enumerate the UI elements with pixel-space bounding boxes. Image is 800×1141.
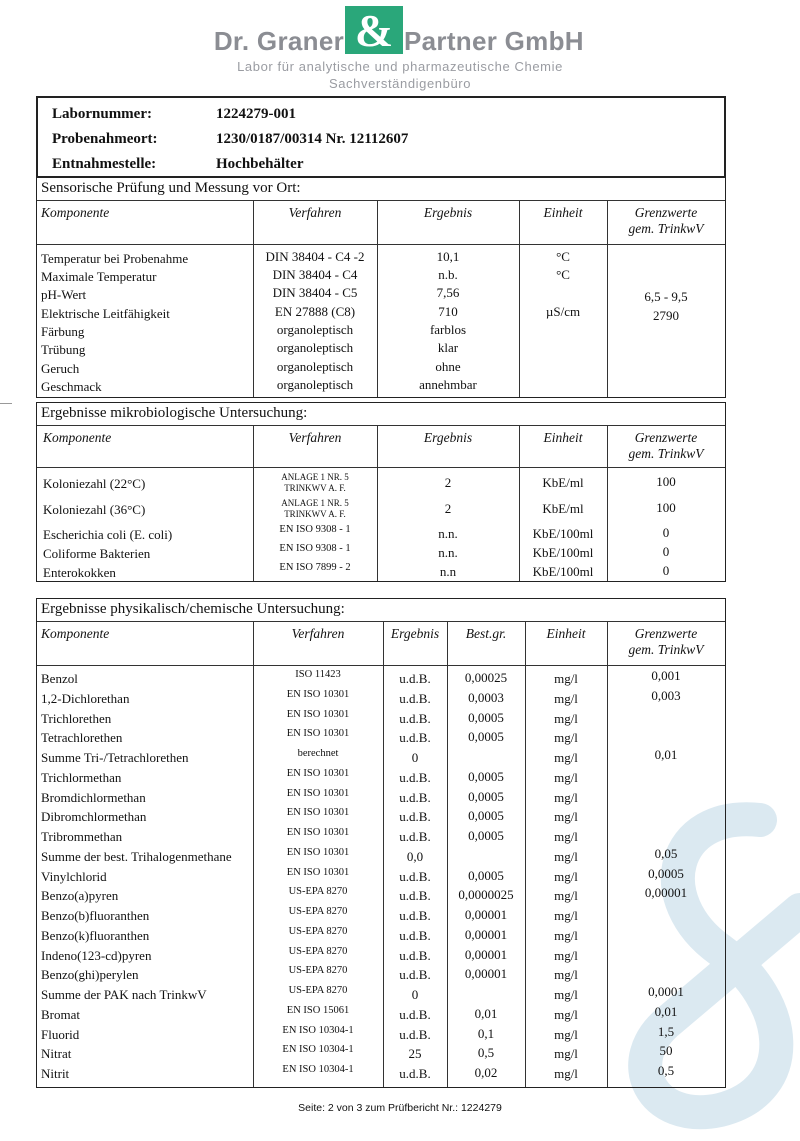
cell-bestgr: 0,0000025 bbox=[458, 887, 514, 902]
letterhead bbox=[0, 6, 800, 96]
cell-bestgr: 0,0005 bbox=[468, 729, 504, 744]
column-header: Best.gr. bbox=[465, 626, 507, 641]
cell-grenzwert: 0,003 bbox=[651, 688, 681, 703]
cell-einheit: mg/l bbox=[554, 1066, 578, 1081]
cell-grenzwert: 0,00001 bbox=[644, 885, 688, 900]
cell-komponente: Nitrit bbox=[41, 1066, 70, 1081]
cell-ergebnis: klar bbox=[437, 340, 459, 355]
cell-verfahren: EN ISO 10301 bbox=[286, 827, 350, 838]
microbiology-table bbox=[36, 402, 726, 582]
section-title: Ergebnisse physikalisch/chemische Untersuchung: bbox=[41, 601, 345, 617]
cell-komponente: Geschmack bbox=[41, 379, 102, 394]
cell-ergebnis: u.d.B. bbox=[399, 928, 431, 943]
cell-komponente: Summe der best. Trihalogenmethane bbox=[41, 849, 232, 864]
cell-grenzwert: 1,5 bbox=[657, 1024, 675, 1039]
company-name-left: Dr. Graner bbox=[213, 26, 344, 56]
cell-einheit: mg/l bbox=[554, 987, 578, 1002]
cell-ergebnis: 2 bbox=[444, 501, 452, 516]
cell-einheit: mg/l bbox=[554, 869, 578, 884]
cell-grenzwert: 0,01 bbox=[654, 747, 678, 762]
cell-ergebnis: u.d.B. bbox=[399, 770, 431, 785]
cell-ergebnis: n.n. bbox=[438, 526, 458, 541]
cell-verfahren: US-EPA 8270 bbox=[288, 886, 348, 897]
divider bbox=[37, 425, 725, 426]
cell-bestgr: 0,0005 bbox=[468, 868, 504, 883]
cell-komponente: Fluorid bbox=[41, 1027, 80, 1042]
cell-verfahren: EN 27888 (C8) bbox=[274, 304, 356, 319]
page-footer: Seite: 2 von 3 zum Prüfbericht Nr.: 1224279 bbox=[298, 1102, 502, 1114]
cell-komponente: Escherichia coli (E. coli) bbox=[43, 527, 173, 542]
cell-ergebnis: 0 bbox=[411, 750, 419, 765]
cell-verfahren: EN ISO 10301 bbox=[286, 847, 350, 858]
cell-einheit: mg/l bbox=[554, 1027, 578, 1042]
cell-verfahren: TRINKWV A. F. bbox=[284, 509, 346, 519]
column-header: Komponente bbox=[41, 626, 110, 641]
cell-bestgr: 0,00025 bbox=[464, 670, 508, 685]
cell-komponente: Benzo(a)pyren bbox=[41, 888, 119, 903]
cell-einheit: mg/l bbox=[554, 770, 578, 785]
cell-grenzwert: 0,05 bbox=[654, 846, 678, 861]
cell-einheit: mg/l bbox=[554, 671, 578, 686]
cell-einheit: KbE/ml bbox=[542, 475, 584, 490]
cell-grenzwert: 0,001 bbox=[651, 668, 681, 683]
cell-einheit: mg/l bbox=[554, 750, 578, 765]
cell-komponente: 1,2-Dichlorethan bbox=[41, 691, 130, 706]
cell-ergebnis: farblos bbox=[429, 322, 467, 337]
cell-ergebnis: u.d.B. bbox=[399, 730, 431, 745]
cell-bestgr: 0,0005 bbox=[468, 769, 504, 784]
cell-komponente: Indeno(123-cd)pyren bbox=[41, 948, 152, 963]
column-header: Verfahren bbox=[288, 430, 342, 445]
divider bbox=[37, 200, 725, 201]
cell-grenzwert: 0,01 bbox=[654, 1004, 678, 1019]
cell-einheit: mg/l bbox=[554, 888, 578, 903]
column-header-line: Grenzwerte bbox=[634, 626, 698, 641]
cell-verfahren: EN ISO 10304-1 bbox=[282, 1044, 354, 1055]
cell-verfahren: DIN 38404 - C5 bbox=[272, 285, 358, 300]
section-title: Sensorische Prüfung und Messung vor Ort: bbox=[41, 180, 301, 196]
info-label: Entnahmestelle: bbox=[52, 156, 157, 172]
cell-verfahren: US-EPA 8270 bbox=[288, 946, 348, 957]
info-label: Probenahmeort: bbox=[52, 131, 158, 147]
cell-verfahren: EN ISO 7899 - 2 bbox=[279, 562, 351, 573]
cell-ergebnis: u.d.B. bbox=[399, 869, 431, 884]
cell-komponente: Trichlormethan bbox=[41, 770, 122, 785]
cell-verfahren: EN ISO 10301 bbox=[286, 768, 350, 779]
cell-einheit: KbE/100ml bbox=[532, 526, 594, 541]
cell-verfahren: EN ISO 15061 bbox=[286, 1005, 350, 1016]
cell-komponente: Koloniezahl (22°C) bbox=[43, 476, 146, 491]
cell-grenzwert: 0 bbox=[662, 563, 670, 578]
cell-bestgr: 0,00001 bbox=[464, 947, 508, 962]
cell-verfahren: EN ISO 9308 - 1 bbox=[279, 524, 351, 535]
cell-bestgr: 0,1 bbox=[477, 1026, 495, 1041]
cell-bestgr: 0,00001 bbox=[464, 927, 508, 942]
svg-text:&: & bbox=[354, 6, 394, 54]
cell-grenzwert: 0,5 bbox=[657, 1063, 675, 1078]
cell-einheit: mg/l bbox=[554, 790, 578, 805]
column-header: Komponente bbox=[41, 205, 110, 220]
cell-einheit: mg/l bbox=[554, 928, 578, 943]
info-value: 1230/0187/00314 Nr. 12112607 bbox=[216, 131, 409, 147]
cell-einheit: mg/l bbox=[554, 1007, 578, 1022]
divider bbox=[37, 665, 725, 666]
chemistry-table bbox=[36, 598, 726, 1088]
cell-komponente: Geruch bbox=[41, 361, 80, 376]
cell-ergebnis: 710 bbox=[438, 304, 458, 319]
column-header: Verfahren bbox=[288, 205, 342, 220]
column-header bbox=[607, 430, 725, 462]
cell-komponente: Nitrat bbox=[41, 1046, 72, 1061]
cell-verfahren: ANLAGE 1 NR. 5 bbox=[281, 498, 349, 508]
cell-grenzwert: 0,0001 bbox=[648, 984, 684, 999]
cell-einheit: mg/l bbox=[554, 967, 578, 982]
cell-ergebnis: n.n bbox=[439, 564, 457, 579]
cell-bestgr: 0,0005 bbox=[468, 808, 504, 823]
column-header: Ergebnis bbox=[423, 205, 473, 220]
cell-einheit: KbE/100ml bbox=[532, 564, 594, 579]
cell-komponente: Trichlorethen bbox=[41, 711, 112, 726]
column-header-line: gem. TrinkwV bbox=[628, 221, 704, 236]
cell-ergebnis: 7,56 bbox=[436, 285, 460, 300]
cell-grenzwert: 0 bbox=[662, 544, 670, 559]
cell-komponente: Dibromchlormethan bbox=[41, 809, 147, 824]
punch-mark bbox=[0, 403, 12, 404]
cell-einheit: KbE/100ml bbox=[532, 545, 594, 560]
cell-verfahren: berechnet bbox=[297, 748, 339, 759]
company-subtitle-2: Sachverständigenbüro bbox=[328, 76, 472, 91]
cell-komponente: Benzo(k)fluoranthen bbox=[41, 928, 150, 943]
cell-grenzwert: 100 bbox=[656, 500, 676, 515]
cell-komponente: Tribrommethan bbox=[41, 829, 123, 844]
cell-bestgr: 0,00001 bbox=[464, 907, 508, 922]
cell-komponente: Vinylchlorid bbox=[41, 869, 107, 884]
cell-ergebnis: 25 bbox=[408, 1046, 422, 1061]
cell-ergebnis: n.b. bbox=[438, 267, 458, 282]
cell-bestgr: 0,0005 bbox=[468, 710, 504, 725]
info-value: Hochbehälter bbox=[216, 156, 304, 172]
cell-einheit: mg/l bbox=[554, 829, 578, 844]
cell-bestgr: 0,0005 bbox=[468, 789, 504, 804]
cell-komponente: Elektrische Leitfähigkeit bbox=[41, 306, 170, 321]
cell-einheit: µS/cm bbox=[545, 304, 581, 319]
cell-verfahren: EN ISO 10304-1 bbox=[282, 1025, 354, 1036]
cell-grenzwert: 6,5 - 9,5 bbox=[644, 289, 688, 304]
cell-komponente: Coliforme Bakterien bbox=[43, 546, 151, 561]
cell-einheit: mg/l bbox=[554, 1046, 578, 1061]
cell-verfahren: TRINKWV A. F. bbox=[284, 483, 346, 493]
info-label: Labornummer: bbox=[52, 106, 152, 122]
column-header-line: Grenzwerte bbox=[634, 430, 698, 445]
cell-ergebnis: annehmbar bbox=[419, 377, 477, 392]
cell-verfahren: EN ISO 10301 bbox=[286, 728, 350, 739]
cell-komponente: Summe Tri-/Tetrachlorethen bbox=[41, 750, 189, 765]
cell-ergebnis: u.d.B. bbox=[399, 809, 431, 824]
cell-verfahren: US-EPA 8270 bbox=[288, 985, 348, 996]
cell-ergebnis: u.d.B. bbox=[399, 888, 431, 903]
cell-verfahren: ANLAGE 1 NR. 5 bbox=[281, 472, 349, 482]
company-subtitle: Labor für analytische und pharmazeutische Chemie bbox=[237, 59, 563, 74]
cell-komponente: Summe der PAK nach TrinkwV bbox=[41, 987, 207, 1002]
cell-ergebnis: u.d.B. bbox=[399, 671, 431, 686]
cell-verfahren: organoleptisch bbox=[276, 377, 354, 392]
column-header: Einheit bbox=[543, 430, 583, 445]
company-name-right: Partner GmbH bbox=[404, 26, 584, 56]
cell-ergebnis: u.d.B. bbox=[399, 829, 431, 844]
cell-komponente: pH-Wert bbox=[41, 287, 87, 302]
info-value: 1224279-001 bbox=[216, 106, 296, 122]
divider bbox=[37, 621, 725, 622]
cell-ergebnis: u.d.B. bbox=[399, 967, 431, 982]
cell-einheit: mg/l bbox=[554, 908, 578, 923]
cell-komponente: Färbung bbox=[41, 324, 85, 339]
divider bbox=[37, 467, 725, 468]
column-header-line: gem. TrinkwV bbox=[628, 642, 704, 657]
cell-ergebnis: 0 bbox=[411, 987, 419, 1002]
cell-ergebnis: 10,1 bbox=[436, 249, 460, 264]
cell-verfahren: EN ISO 10301 bbox=[286, 867, 350, 878]
cell-einheit: mg/l bbox=[554, 691, 578, 706]
column-header: Ergebnis bbox=[423, 430, 473, 445]
cell-komponente: Temperatur bei Probenahme bbox=[41, 251, 189, 266]
column-header: Einheit bbox=[543, 205, 583, 220]
cell-ergebnis: u.d.B. bbox=[399, 908, 431, 923]
cell-bestgr: 0,01 bbox=[474, 1006, 498, 1021]
cell-ergebnis: u.d.B. bbox=[399, 711, 431, 726]
cell-verfahren: EN ISO 10301 bbox=[286, 689, 350, 700]
cell-komponente: Benzo(ghi)perylen bbox=[41, 967, 139, 982]
cell-komponente: Tetrachlorethen bbox=[41, 730, 123, 745]
cell-bestgr: 0,00001 bbox=[464, 966, 508, 981]
cell-verfahren: ISO 11423 bbox=[295, 669, 341, 680]
cell-verfahren: organoleptisch bbox=[276, 322, 354, 337]
divider bbox=[37, 244, 725, 245]
cell-bestgr: 0,0003 bbox=[468, 690, 504, 705]
cell-bestgr: 0,5 bbox=[477, 1045, 495, 1060]
cell-verfahren: DIN 38404 - C4 -2 bbox=[265, 249, 365, 264]
column-header bbox=[607, 205, 725, 237]
cell-komponente: Benzol bbox=[41, 671, 78, 686]
cell-verfahren: US-EPA 8270 bbox=[288, 965, 348, 976]
cell-ergebnis: ohne bbox=[435, 359, 461, 374]
cell-grenzwert: 100 bbox=[656, 474, 676, 489]
cell-ergebnis: n.n. bbox=[438, 545, 458, 560]
cell-verfahren: EN ISO 10304-1 bbox=[282, 1064, 354, 1075]
cell-komponente: Bromat bbox=[41, 1007, 80, 1022]
cell-ergebnis: 2 bbox=[444, 475, 452, 490]
cell-verfahren: organoleptisch bbox=[276, 359, 354, 374]
cell-verfahren: EN ISO 10301 bbox=[286, 807, 350, 818]
divider bbox=[519, 200, 520, 397]
cell-einheit: mg/l bbox=[554, 849, 578, 864]
cell-ergebnis: u.d.B. bbox=[399, 1007, 431, 1022]
cell-verfahren: US-EPA 8270 bbox=[288, 926, 348, 937]
cell-ergebnis: u.d.B. bbox=[399, 691, 431, 706]
cell-verfahren: EN ISO 10301 bbox=[286, 709, 350, 720]
cell-komponente: Koloniezahl (36°C) bbox=[43, 502, 146, 517]
cell-grenzwert: 0,0005 bbox=[648, 866, 684, 881]
column-header: Verfahren bbox=[291, 626, 345, 641]
column-header-line: Grenzwerte bbox=[634, 205, 698, 220]
cell-komponente: Benzo(b)fluoranthen bbox=[41, 908, 150, 923]
cell-grenzwert: 50 bbox=[659, 1043, 673, 1058]
cell-ergebnis: u.d.B. bbox=[399, 948, 431, 963]
cell-verfahren: organoleptisch bbox=[276, 340, 354, 355]
column-header bbox=[607, 626, 725, 658]
cell-verfahren: EN ISO 9308 - 1 bbox=[279, 543, 351, 554]
cell-bestgr: 0,02 bbox=[474, 1065, 498, 1080]
cell-ergebnis: u.d.B. bbox=[399, 1066, 431, 1081]
cell-einheit: °C bbox=[556, 249, 570, 264]
sample-info-box bbox=[36, 96, 726, 178]
cell-einheit: mg/l bbox=[554, 711, 578, 726]
section-title: Ergebnisse mikrobiologische Untersuchung: bbox=[41, 405, 308, 421]
cell-ergebnis: u.d.B. bbox=[399, 1027, 431, 1042]
cell-einheit: °C bbox=[556, 267, 570, 282]
cell-verfahren: EN ISO 10301 bbox=[286, 788, 350, 799]
cell-komponente: Bromdichlormethan bbox=[41, 790, 146, 805]
cell-komponente: Enterokokken bbox=[43, 565, 116, 580]
cell-verfahren: US-EPA 8270 bbox=[288, 906, 348, 917]
cell-ergebnis: u.d.B. bbox=[399, 790, 431, 805]
sensory-table bbox=[36, 177, 726, 398]
cell-grenzwert: 0 bbox=[662, 525, 670, 540]
cell-bestgr: 0,0005 bbox=[468, 828, 504, 843]
cell-komponente: Trübung bbox=[41, 342, 86, 357]
cell-einheit: mg/l bbox=[554, 730, 578, 745]
cell-ergebnis: 0,0 bbox=[406, 849, 424, 864]
column-header: Komponente bbox=[43, 430, 112, 445]
cell-verfahren: DIN 38404 - C4 bbox=[272, 267, 358, 282]
column-header: Einheit bbox=[546, 626, 586, 641]
column-header-line: gem. TrinkwV bbox=[628, 446, 704, 461]
cell-einheit: KbE/ml bbox=[542, 501, 584, 516]
cell-einheit: mg/l bbox=[554, 809, 578, 824]
column-header: Ergebnis bbox=[390, 626, 440, 641]
cell-komponente: Maximale Temperatur bbox=[41, 269, 157, 284]
cell-grenzwert: 2790 bbox=[653, 308, 679, 323]
ampersand-logo-icon bbox=[345, 6, 403, 54]
cell-einheit: mg/l bbox=[554, 948, 578, 963]
